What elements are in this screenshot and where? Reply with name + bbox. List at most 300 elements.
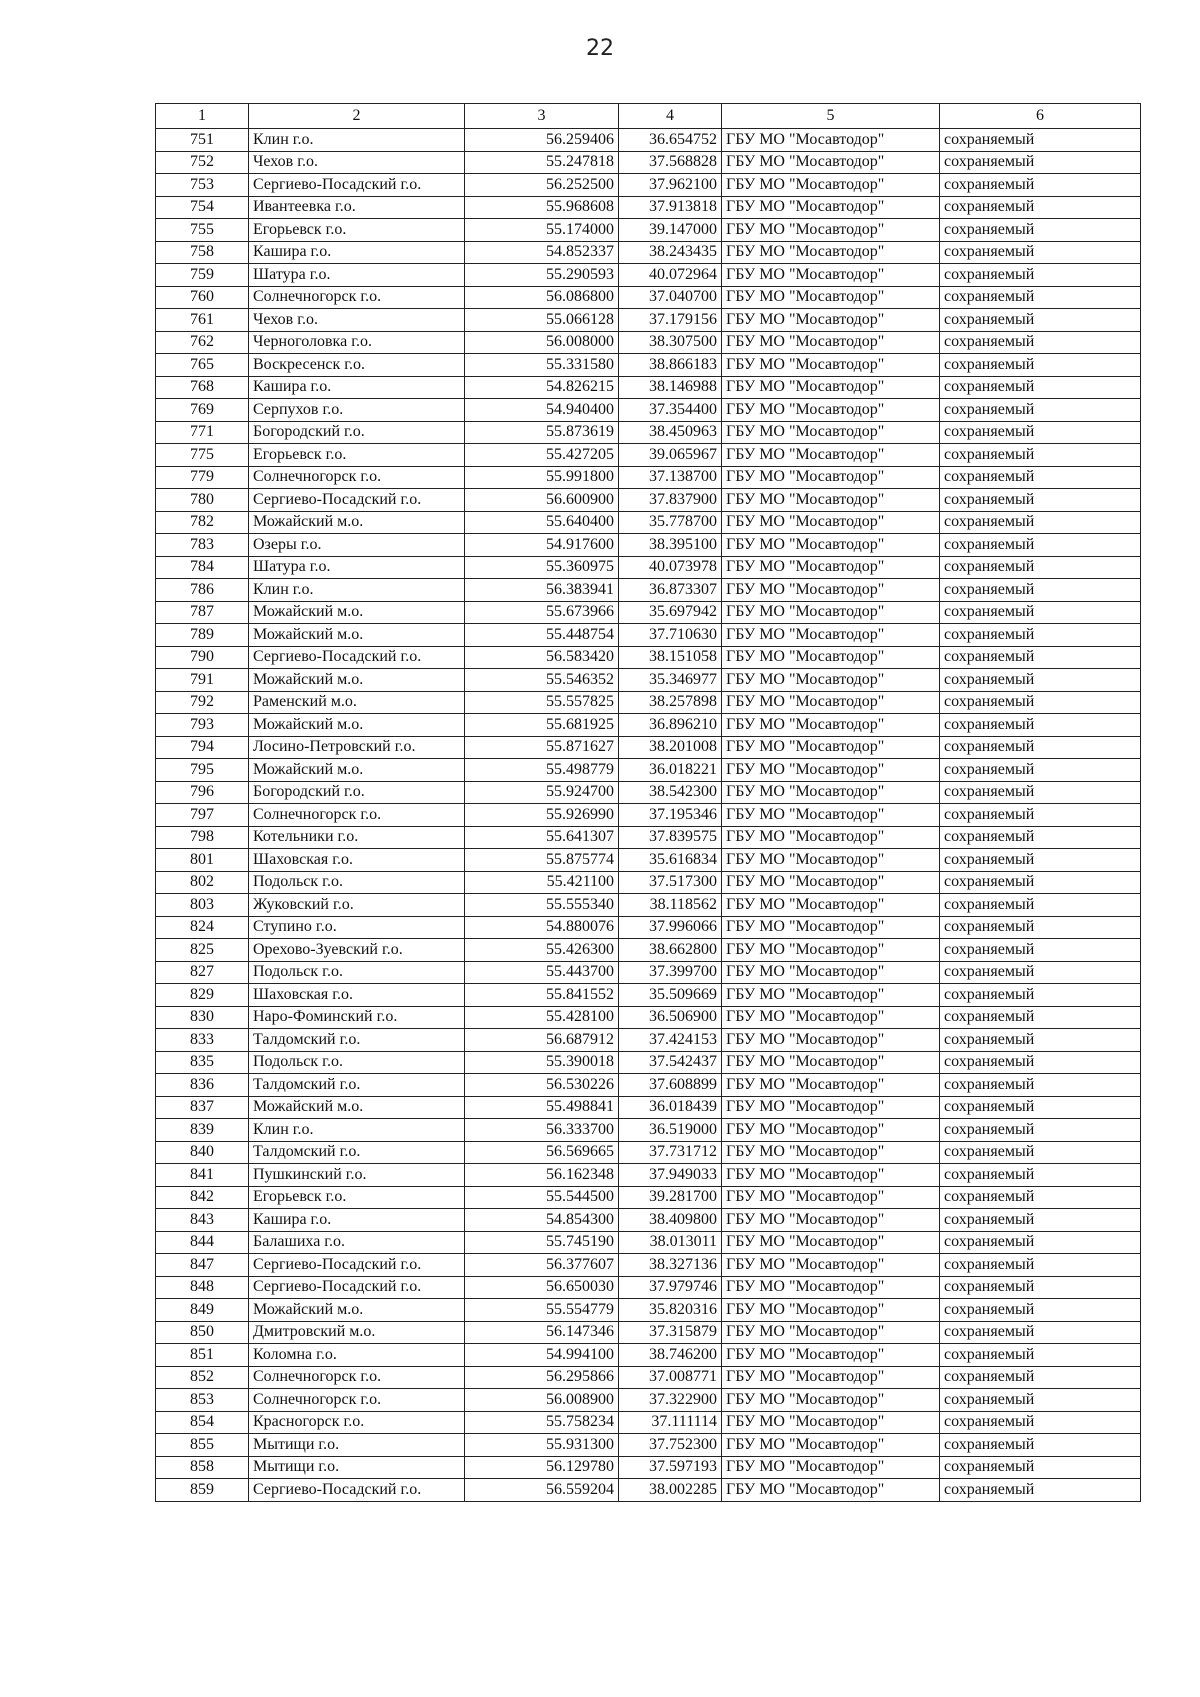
column-header-4: 4 xyxy=(619,104,722,129)
latitude-cell: 56.008900 xyxy=(465,1389,619,1412)
status-cell: сохраняемый xyxy=(940,196,1141,219)
owner-cell: ГБУ МО "Мосавтодор" xyxy=(722,331,940,354)
owner-cell: ГБУ МО "Мосавтодор" xyxy=(722,984,940,1007)
longitude-cell: 38.257898 xyxy=(619,691,722,714)
table-row xyxy=(156,714,1141,737)
owner-cell: ГБУ МО "Мосавтодор" xyxy=(722,1456,940,1479)
row-number-cell: 791 xyxy=(156,669,249,692)
table-row xyxy=(156,129,1141,152)
status-cell: сохраняемый xyxy=(940,984,1141,1007)
latitude-cell: 55.557825 xyxy=(465,691,619,714)
row-number-cell: 790 xyxy=(156,646,249,669)
row-number-cell: 803 xyxy=(156,894,249,917)
latitude-cell: 56.583420 xyxy=(465,646,619,669)
row-number-cell: 844 xyxy=(156,1231,249,1254)
table-row xyxy=(156,421,1141,444)
longitude-cell: 37.322900 xyxy=(619,1389,722,1412)
status-cell: сохраняемый xyxy=(940,1276,1141,1299)
latitude-cell: 56.086800 xyxy=(465,286,619,309)
owner-cell: ГБУ МО "Мосавтодор" xyxy=(722,916,940,939)
latitude-cell: 55.968608 xyxy=(465,196,619,219)
row-number-cell: 787 xyxy=(156,601,249,624)
status-cell: сохраняемый xyxy=(940,1074,1141,1097)
municipality-cell: Можайский м.о. xyxy=(249,511,465,534)
row-number-cell: 797 xyxy=(156,804,249,827)
row-number-cell: 782 xyxy=(156,511,249,534)
latitude-cell: 55.871627 xyxy=(465,736,619,759)
row-number-cell: 784 xyxy=(156,556,249,579)
latitude-cell: 55.066128 xyxy=(465,309,619,332)
status-cell: сохраняемый xyxy=(940,961,1141,984)
status-cell: сохраняемый xyxy=(940,1141,1141,1164)
row-number-cell: 794 xyxy=(156,736,249,759)
municipality-cell: Ступино г.о. xyxy=(249,916,465,939)
table-row xyxy=(156,309,1141,332)
latitude-cell: 55.390018 xyxy=(465,1051,619,1074)
row-number-cell: 849 xyxy=(156,1299,249,1322)
municipality-cell: Сергиево-Посадский г.о. xyxy=(249,489,465,512)
latitude-cell: 56.295866 xyxy=(465,1366,619,1389)
longitude-cell: 37.040700 xyxy=(619,286,722,309)
row-number-cell: 780 xyxy=(156,489,249,512)
table-row xyxy=(156,1299,1141,1322)
latitude-cell: 55.931300 xyxy=(465,1434,619,1457)
row-number-cell: 755 xyxy=(156,219,249,242)
owner-cell: ГБУ МО "Мосавтодор" xyxy=(722,1231,940,1254)
status-cell: сохраняемый xyxy=(940,1456,1141,1479)
municipality-cell: Котельники г.о. xyxy=(249,826,465,849)
status-cell: сохраняемый xyxy=(940,1389,1141,1412)
row-number-cell: 852 xyxy=(156,1366,249,1389)
row-number-cell: 843 xyxy=(156,1209,249,1232)
table-row xyxy=(156,556,1141,579)
status-cell: сохраняемый xyxy=(940,1479,1141,1502)
latitude-cell: 55.331580 xyxy=(465,354,619,377)
owner-cell: ГБУ МО "Мосавтодор" xyxy=(722,466,940,489)
municipality-cell: Клин г.о. xyxy=(249,579,465,602)
table-row xyxy=(156,961,1141,984)
municipality-cell: Можайский м.о. xyxy=(249,601,465,624)
row-number-cell: 779 xyxy=(156,466,249,489)
latitude-cell: 55.841552 xyxy=(465,984,619,1007)
row-number-cell: 837 xyxy=(156,1096,249,1119)
longitude-cell: 40.072964 xyxy=(619,264,722,287)
table-row xyxy=(156,1231,1141,1254)
table-row xyxy=(156,781,1141,804)
longitude-cell: 39.281700 xyxy=(619,1186,722,1209)
row-number-cell: 835 xyxy=(156,1051,249,1074)
table-row xyxy=(156,1389,1141,1412)
table-row xyxy=(156,354,1141,377)
longitude-cell: 37.608899 xyxy=(619,1074,722,1097)
table-row xyxy=(156,1051,1141,1074)
municipality-cell: Подольск г.о. xyxy=(249,871,465,894)
row-number-cell: 827 xyxy=(156,961,249,984)
table-row xyxy=(156,804,1141,827)
longitude-cell: 37.913818 xyxy=(619,196,722,219)
owner-cell: ГБУ МО "Мосавтодор" xyxy=(722,511,940,534)
status-cell: сохраняемый xyxy=(940,1254,1141,1277)
latitude-cell: 56.559204 xyxy=(465,1479,619,1502)
municipality-cell: Можайский м.о. xyxy=(249,759,465,782)
table-row xyxy=(156,646,1141,669)
municipality-cell: Солнечногорск г.о. xyxy=(249,286,465,309)
longitude-cell: 37.138700 xyxy=(619,466,722,489)
status-cell: сохраняемый xyxy=(940,691,1141,714)
owner-cell: ГБУ МО "Мосавтодор" xyxy=(722,714,940,737)
municipality-cell: Шаховская г.о. xyxy=(249,849,465,872)
latitude-cell: 56.333700 xyxy=(465,1119,619,1142)
table-row xyxy=(156,444,1141,467)
table-row xyxy=(156,579,1141,602)
row-number-cell: 824 xyxy=(156,916,249,939)
owner-cell: ГБУ МО "Мосавтодор" xyxy=(722,1254,940,1277)
status-cell: сохраняемый xyxy=(940,646,1141,669)
latitude-cell: 56.530226 xyxy=(465,1074,619,1097)
table-row xyxy=(156,1254,1141,1277)
latitude-cell: 54.917600 xyxy=(465,534,619,557)
latitude-cell: 56.129780 xyxy=(465,1456,619,1479)
row-number-cell: 771 xyxy=(156,421,249,444)
status-cell: сохраняемый xyxy=(940,309,1141,332)
owner-cell: ГБУ МО "Мосавтодор" xyxy=(722,624,940,647)
longitude-cell: 38.746200 xyxy=(619,1344,722,1367)
table-row xyxy=(156,1456,1141,1479)
row-number-cell: 841 xyxy=(156,1164,249,1187)
municipality-cell: Сергиево-Посадский г.о. xyxy=(249,174,465,197)
latitude-cell: 55.498841 xyxy=(465,1096,619,1119)
status-cell: сохраняемый xyxy=(940,151,1141,174)
row-number-cell: 825 xyxy=(156,939,249,962)
row-number-cell: 751 xyxy=(156,129,249,152)
table-row xyxy=(156,264,1141,287)
status-cell: сохраняемый xyxy=(940,174,1141,197)
latitude-cell: 55.290593 xyxy=(465,264,619,287)
latitude-cell: 56.383941 xyxy=(465,579,619,602)
status-cell: сохраняемый xyxy=(940,376,1141,399)
municipality-cell: Солнечногорск г.о. xyxy=(249,1389,465,1412)
municipality-cell: Орехово-Зуевский г.о. xyxy=(249,939,465,962)
status-cell: сохраняемый xyxy=(940,1231,1141,1254)
row-number-cell: 754 xyxy=(156,196,249,219)
owner-cell: ГБУ МО "Мосавтодор" xyxy=(722,1074,940,1097)
table-row xyxy=(156,1434,1141,1457)
row-number-cell: 833 xyxy=(156,1029,249,1052)
row-number-cell: 848 xyxy=(156,1276,249,1299)
owner-cell: ГБУ МО "Мосавтодор" xyxy=(722,1366,940,1389)
table-row xyxy=(156,511,1141,534)
latitude-cell: 55.641307 xyxy=(465,826,619,849)
row-number-cell: 762 xyxy=(156,331,249,354)
row-number-cell: 775 xyxy=(156,444,249,467)
municipality-cell: Егорьевск г.о. xyxy=(249,1186,465,1209)
longitude-cell: 40.073978 xyxy=(619,556,722,579)
status-cell: сохраняемый xyxy=(940,871,1141,894)
latitude-cell: 55.247818 xyxy=(465,151,619,174)
owner-cell: ГБУ МО "Мосавтодор" xyxy=(722,399,940,422)
table-row xyxy=(156,691,1141,714)
table-row xyxy=(156,984,1141,1007)
status-cell: сохраняемый xyxy=(940,1006,1141,1029)
table-row xyxy=(156,1186,1141,1209)
municipality-cell: Черноголовка г.о. xyxy=(249,331,465,354)
latitude-cell: 56.147346 xyxy=(465,1321,619,1344)
longitude-cell: 37.949033 xyxy=(619,1164,722,1187)
row-number-cell: 840 xyxy=(156,1141,249,1164)
owner-cell: ГБУ МО "Мосавтодор" xyxy=(722,421,940,444)
latitude-cell: 55.873619 xyxy=(465,421,619,444)
table-header xyxy=(156,104,1141,129)
longitude-cell: 39.147000 xyxy=(619,219,722,242)
table-row xyxy=(156,489,1141,512)
status-cell: сохраняемый xyxy=(940,1096,1141,1119)
latitude-cell: 55.640400 xyxy=(465,511,619,534)
latitude-cell: 55.924700 xyxy=(465,781,619,804)
longitude-cell: 35.697942 xyxy=(619,601,722,624)
status-cell: сохраняемый xyxy=(940,624,1141,647)
municipality-cell: Солнечногорск г.о. xyxy=(249,466,465,489)
table-row xyxy=(156,1321,1141,1344)
owner-cell: ГБУ МО "Мосавтодор" xyxy=(722,781,940,804)
table-row xyxy=(156,241,1141,264)
latitude-cell: 55.544500 xyxy=(465,1186,619,1209)
status-cell: сохраняемый xyxy=(940,421,1141,444)
municipality-cell: Можайский м.о. xyxy=(249,669,465,692)
municipality-cell: Сергиево-Посадский г.о. xyxy=(249,646,465,669)
latitude-cell: 56.687912 xyxy=(465,1029,619,1052)
row-number-cell: 760 xyxy=(156,286,249,309)
longitude-cell: 38.327136 xyxy=(619,1254,722,1277)
status-cell: сохраняемый xyxy=(940,1209,1141,1232)
row-number-cell: 830 xyxy=(156,1006,249,1029)
owner-cell: ГБУ МО "Мосавтодор" xyxy=(722,579,940,602)
latitude-cell: 55.426300 xyxy=(465,939,619,962)
municipality-cell: Талдомский г.о. xyxy=(249,1029,465,1052)
status-cell: сохраняемый xyxy=(940,466,1141,489)
table-row xyxy=(156,219,1141,242)
latitude-cell: 55.554779 xyxy=(465,1299,619,1322)
municipality-cell: Талдомский г.о. xyxy=(249,1074,465,1097)
longitude-cell: 36.654752 xyxy=(619,129,722,152)
owner-cell: ГБУ МО "Мосавтодор" xyxy=(722,174,940,197)
status-cell: сохраняемый xyxy=(940,601,1141,624)
table-row xyxy=(156,871,1141,894)
table-row xyxy=(156,1366,1141,1389)
longitude-cell: 38.409800 xyxy=(619,1209,722,1232)
longitude-cell: 37.424153 xyxy=(619,1029,722,1052)
latitude-cell: 54.994100 xyxy=(465,1344,619,1367)
longitude-cell: 38.307500 xyxy=(619,331,722,354)
longitude-cell: 39.065967 xyxy=(619,444,722,467)
municipality-cell: Шатура г.о. xyxy=(249,264,465,287)
latitude-cell: 56.650030 xyxy=(465,1276,619,1299)
latitude-cell: 54.940400 xyxy=(465,399,619,422)
longitude-cell: 35.616834 xyxy=(619,849,722,872)
latitude-cell: 55.673966 xyxy=(465,601,619,624)
municipality-cell: Сергиево-Посадский г.о. xyxy=(249,1276,465,1299)
status-cell: сохраняемый xyxy=(940,579,1141,602)
owner-cell: ГБУ МО "Мосавтодор" xyxy=(722,151,940,174)
latitude-cell: 55.448754 xyxy=(465,624,619,647)
status-cell: сохраняемый xyxy=(940,286,1141,309)
owner-cell: ГБУ МО "Мосавтодор" xyxy=(722,196,940,219)
owner-cell: ГБУ МО "Мосавтодор" xyxy=(722,804,940,827)
table-row xyxy=(156,826,1141,849)
longitude-cell: 36.018439 xyxy=(619,1096,722,1119)
latitude-cell: 55.427205 xyxy=(465,444,619,467)
table-row xyxy=(156,669,1141,692)
longitude-cell: 36.896210 xyxy=(619,714,722,737)
municipality-cell: Егорьевск г.о. xyxy=(249,219,465,242)
municipality-cell: Можайский м.о. xyxy=(249,1096,465,1119)
latitude-cell: 55.443700 xyxy=(465,961,619,984)
owner-cell: ГБУ МО "Мосавтодор" xyxy=(722,309,940,332)
row-number-cell: 842 xyxy=(156,1186,249,1209)
status-cell: сохраняемый xyxy=(940,534,1141,557)
longitude-cell: 37.710630 xyxy=(619,624,722,647)
longitude-cell: 35.509669 xyxy=(619,984,722,1007)
municipality-cell: Кашира г.о. xyxy=(249,376,465,399)
latitude-cell: 55.360975 xyxy=(465,556,619,579)
municipality-cell: Красногорск г.о. xyxy=(249,1411,465,1434)
table-row xyxy=(156,894,1141,917)
row-number-cell: 793 xyxy=(156,714,249,737)
latitude-cell: 56.569665 xyxy=(465,1141,619,1164)
row-number-cell: 759 xyxy=(156,264,249,287)
status-cell: сохраняемый xyxy=(940,669,1141,692)
latitude-cell: 55.991800 xyxy=(465,466,619,489)
header-row xyxy=(156,104,1141,129)
table-row xyxy=(156,1119,1141,1142)
latitude-cell: 56.600900 xyxy=(465,489,619,512)
status-cell: сохраняемый xyxy=(940,1029,1141,1052)
municipality-cell: Мытищи г.о. xyxy=(249,1456,465,1479)
row-number-cell: 783 xyxy=(156,534,249,557)
latitude-cell: 56.162348 xyxy=(465,1164,619,1187)
owner-cell: ГБУ МО "Мосавтодор" xyxy=(722,894,940,917)
owner-cell: ГБУ МО "Мосавтодор" xyxy=(722,1119,940,1142)
table-row xyxy=(156,151,1141,174)
owner-cell: ГБУ МО "Мосавтодор" xyxy=(722,489,940,512)
status-cell: сохраняемый xyxy=(940,489,1141,512)
owner-cell: ГБУ МО "Мосавтодор" xyxy=(722,849,940,872)
longitude-cell: 38.395100 xyxy=(619,534,722,557)
longitude-cell: 37.839575 xyxy=(619,826,722,849)
longitude-cell: 37.008771 xyxy=(619,1366,722,1389)
table-row xyxy=(156,399,1141,422)
status-cell: сохраняемый xyxy=(940,1299,1141,1322)
row-number-cell: 796 xyxy=(156,781,249,804)
owner-cell: ГБУ МО "Мосавтодор" xyxy=(722,1299,940,1322)
owner-cell: ГБУ МО "Мосавтодор" xyxy=(722,1389,940,1412)
row-number-cell: 758 xyxy=(156,241,249,264)
table-row xyxy=(156,174,1141,197)
municipality-cell: Лосино-Петровский г.о. xyxy=(249,736,465,759)
latitude-cell: 55.555340 xyxy=(465,894,619,917)
status-cell: сохраняемый xyxy=(940,1434,1141,1457)
owner-cell: ГБУ МО "Мосавтодор" xyxy=(722,601,940,624)
status-cell: сохраняемый xyxy=(940,714,1141,737)
owner-cell: ГБУ МО "Мосавтодор" xyxy=(722,1006,940,1029)
municipality-cell: Подольск г.о. xyxy=(249,1051,465,1074)
latitude-cell: 55.174000 xyxy=(465,219,619,242)
status-cell: сохраняемый xyxy=(940,894,1141,917)
owner-cell: ГБУ МО "Мосавтодор" xyxy=(722,691,940,714)
longitude-cell: 38.002285 xyxy=(619,1479,722,1502)
status-cell: сохраняемый xyxy=(940,1366,1141,1389)
status-cell: сохраняемый xyxy=(940,1051,1141,1074)
status-cell: сохраняемый xyxy=(940,939,1141,962)
status-cell: сохраняемый xyxy=(940,916,1141,939)
row-number-cell: 795 xyxy=(156,759,249,782)
status-cell: сохраняемый xyxy=(940,1344,1141,1367)
status-cell: сохраняемый xyxy=(940,331,1141,354)
status-cell: сохраняемый xyxy=(940,264,1141,287)
longitude-cell: 37.542437 xyxy=(619,1051,722,1074)
status-cell: сохраняемый xyxy=(940,804,1141,827)
municipality-cell: Озеры г.о. xyxy=(249,534,465,557)
table-row xyxy=(156,1096,1141,1119)
table-row xyxy=(156,1411,1141,1434)
row-number-cell: 798 xyxy=(156,826,249,849)
column-header-3: 3 xyxy=(465,104,619,129)
row-number-cell: 851 xyxy=(156,1344,249,1367)
status-cell: сохраняемый xyxy=(940,826,1141,849)
longitude-cell: 38.118562 xyxy=(619,894,722,917)
latitude-cell: 55.758234 xyxy=(465,1411,619,1434)
municipality-cell: Кашира г.о. xyxy=(249,241,465,264)
municipality-cell: Богородский г.о. xyxy=(249,421,465,444)
row-number-cell: 858 xyxy=(156,1456,249,1479)
table-row xyxy=(156,534,1141,557)
longitude-cell: 38.013011 xyxy=(619,1231,722,1254)
row-number-cell: 853 xyxy=(156,1389,249,1412)
longitude-cell: 38.201008 xyxy=(619,736,722,759)
longitude-cell: 37.315879 xyxy=(619,1321,722,1344)
latitude-cell: 55.926990 xyxy=(465,804,619,827)
column-header-5: 5 xyxy=(722,104,940,129)
table-row xyxy=(156,376,1141,399)
owner-cell: ГБУ МО "Мосавтодор" xyxy=(722,1186,940,1209)
status-cell: сохраняемый xyxy=(940,511,1141,534)
owner-cell: ГБУ МО "Мосавтодор" xyxy=(722,826,940,849)
status-cell: сохраняемый xyxy=(940,781,1141,804)
longitude-cell: 35.820316 xyxy=(619,1299,722,1322)
municipality-cell: Клин г.о. xyxy=(249,1119,465,1142)
table-row xyxy=(156,849,1141,872)
latitude-cell: 54.854300 xyxy=(465,1209,619,1232)
status-cell: сохраняемый xyxy=(940,556,1141,579)
municipality-cell: Кашира г.о. xyxy=(249,1209,465,1232)
table-body xyxy=(156,129,1141,1502)
table-row xyxy=(156,1479,1141,1502)
municipality-cell: Талдомский г.о. xyxy=(249,1141,465,1164)
column-header-6: 6 xyxy=(940,104,1141,129)
municipality-cell: Балашиха г.о. xyxy=(249,1231,465,1254)
owner-cell: ГБУ МО "Мосавтодор" xyxy=(722,961,940,984)
longitude-cell: 37.996066 xyxy=(619,916,722,939)
municipality-cell: Богородский г.о. xyxy=(249,781,465,804)
municipality-cell: Воскресенск г.о. xyxy=(249,354,465,377)
row-number-cell: 802 xyxy=(156,871,249,894)
longitude-cell: 37.111114 xyxy=(619,1411,722,1434)
municipality-cell: Наро-Фоминский г.о. xyxy=(249,1006,465,1029)
status-cell: сохраняемый xyxy=(940,759,1141,782)
municipality-cell: Можайский м.о. xyxy=(249,624,465,647)
municipality-cell: Клин г.о. xyxy=(249,129,465,152)
table-row xyxy=(156,624,1141,647)
owner-cell: ГБУ МО "Мосавтодор" xyxy=(722,1209,940,1232)
